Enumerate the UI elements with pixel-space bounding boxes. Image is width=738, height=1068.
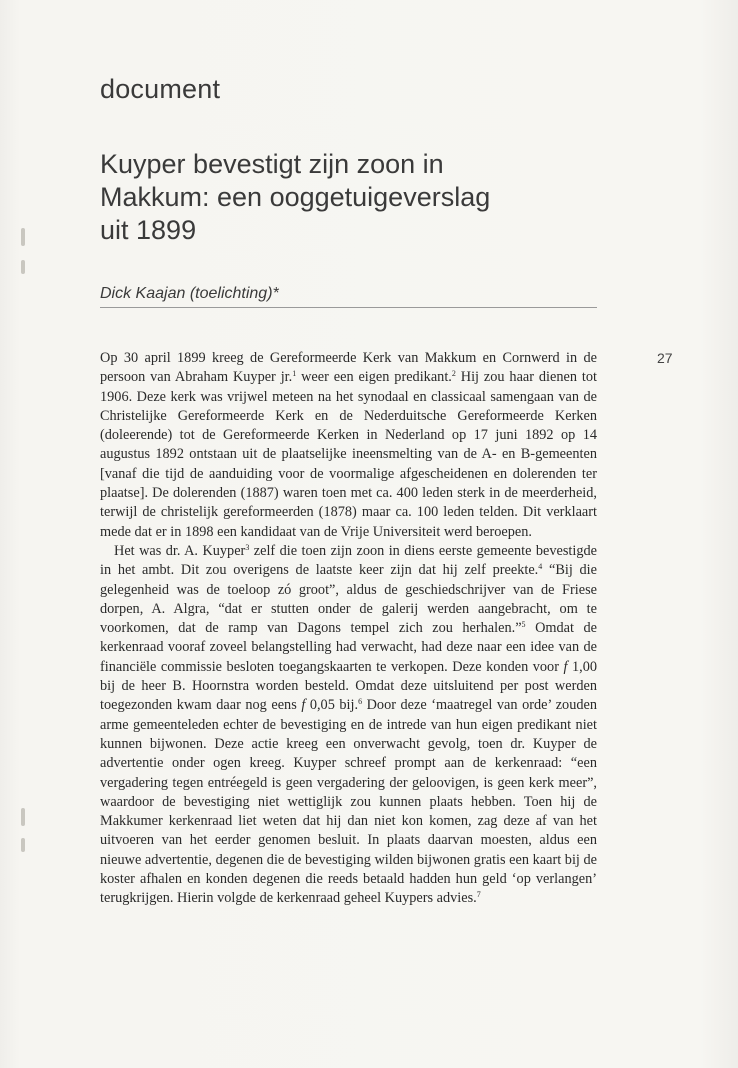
section-label: document <box>100 74 221 104</box>
binding-mark <box>21 228 25 246</box>
footnote-ref: 2 <box>451 369 456 379</box>
text-run: zelf die toen zijn zoon in diens eerste gemeente bevestigde in het ambt. Dit zou overigens de laatste keer zijn dat hij zelf preekte. <box>100 542 597 579</box>
text-run: “Bij die gelegenheid was de toeloop zó groot”, aldus de geschiedschrijver van de Friese dorpen, A. Algra, “dat er stutten onder de galerij werden aangebracht, om te voorkomen, dat de ramp van Dagons tempel zich zou herhalen.” <box>100 562 597 637</box>
text-run: weer een eigen predikant. <box>296 369 452 386</box>
currency-sign: f <box>563 658 568 675</box>
article-author: Dick Kaajan (toelichting)* <box>100 285 279 302</box>
footnote-ref: 5 <box>521 620 526 630</box>
title-line: Makkum: een ooggetuigeverslag <box>100 182 491 212</box>
text-run: 1,00 bij de heer B. Hoornstra worden besteld. Omdat deze uitsluitend per post werden toegezonden kwam daar nog eens <box>100 658 598 714</box>
page-number: 27 <box>657 350 673 366</box>
text-run: Omdat de kerkenraad vooraf zoveel belangstelling had verwacht, had deze naar een idee van de financiële commissie besloten toegangskaarten te verkopen. Deze konden voor <box>100 620 597 675</box>
footnote-ref: 1 <box>292 369 297 379</box>
text-run: Hij zou haar dienen tot 1906. Deze kerk was vrijwel meteen na het synodaal en classicaal samengaan van de Christelijke Gereformeerde Kerk en de Nederduitsche Gereformeerde Kerken (doleerende) tot de Gereformeerde Kerken in Nederland op 17 juni 1892 op 14 augustus 1892 ontstaan uit de plaatselijke ineensmelting van de A- en B-gemeenten [vanaf die tijd de aanduiding voor de voormalige afgescheidenen en dolerenden ter plaatse]. De dolerenden (1887) waren toen met ca. 400 leden sterk in de meerderheid, terwijl de christelijk gereformeerden (1878) maar ca. 100 leden telden. Dit verklaart mede dat er in 1898 een kandidaat van de Vrije Universiteit werd beroepen. <box>100 369 597 540</box>
footnote-ref: 6 <box>358 697 363 707</box>
text-run: Door deze ‘maatregel van orde’ zouden arme gemeenteleden echter de bevestiging en de intrede van hun eigen predikant niet kunnen bijwonen. Deze actie kreeg een onverwacht gevolg, toen dr. Kuyper de advertentie onder ogen kreeg. Kuyper schreef prompt aan de kerkenraad: “een vergadering tegen entréegeld is geen vergadering der geloovigen, is geen kerk meer”, waardoor de bevestiging niet wettiglijk zou kunnen plaats hebben. Toen hij de Makkumer kerkenraad liet weten dat hij dan niet kon komen, zag deze af van het uitvoeren van het eerder genomen besluit. In plaats daarvan moesten, aldus een nieuwe advertentie, degenen die de bevestiging wilden bijwonen gratis een kaart bij de koster afhalen en konden degenen die reeds betaald hadden hun geld ‘op verlangen’ terugkrijgen. Hierin volgde de kerkenraad geheel Kuypers advies. <box>100 697 597 907</box>
binding-mark <box>21 808 25 826</box>
title-line: Kuyper bevestigt zijn zoon in <box>100 149 444 179</box>
footnote-ref: 3 <box>245 542 250 552</box>
currency-sign: f <box>301 697 306 714</box>
footnote-ref: 7 <box>476 890 481 900</box>
title-line: uit 1899 <box>100 215 197 245</box>
article-title <box>100 148 600 247</box>
text-run: Het was dr. A. Kuyper <box>114 542 246 559</box>
body-paragraph <box>100 349 597 542</box>
body-paragraph <box>100 542 597 909</box>
title-divider <box>100 307 597 308</box>
binding-mark <box>21 838 25 852</box>
article-body <box>100 349 597 909</box>
text-run: Op 30 april 1899 kreeg de Gereformeerde Kerk van Makkum en Cornwerd in de persoon van Abraham Kuyper jr. <box>100 350 597 386</box>
text-run: 0,05 bij. <box>305 697 359 714</box>
binding-mark <box>21 260 25 274</box>
footnote-ref: 4 <box>538 562 543 572</box>
